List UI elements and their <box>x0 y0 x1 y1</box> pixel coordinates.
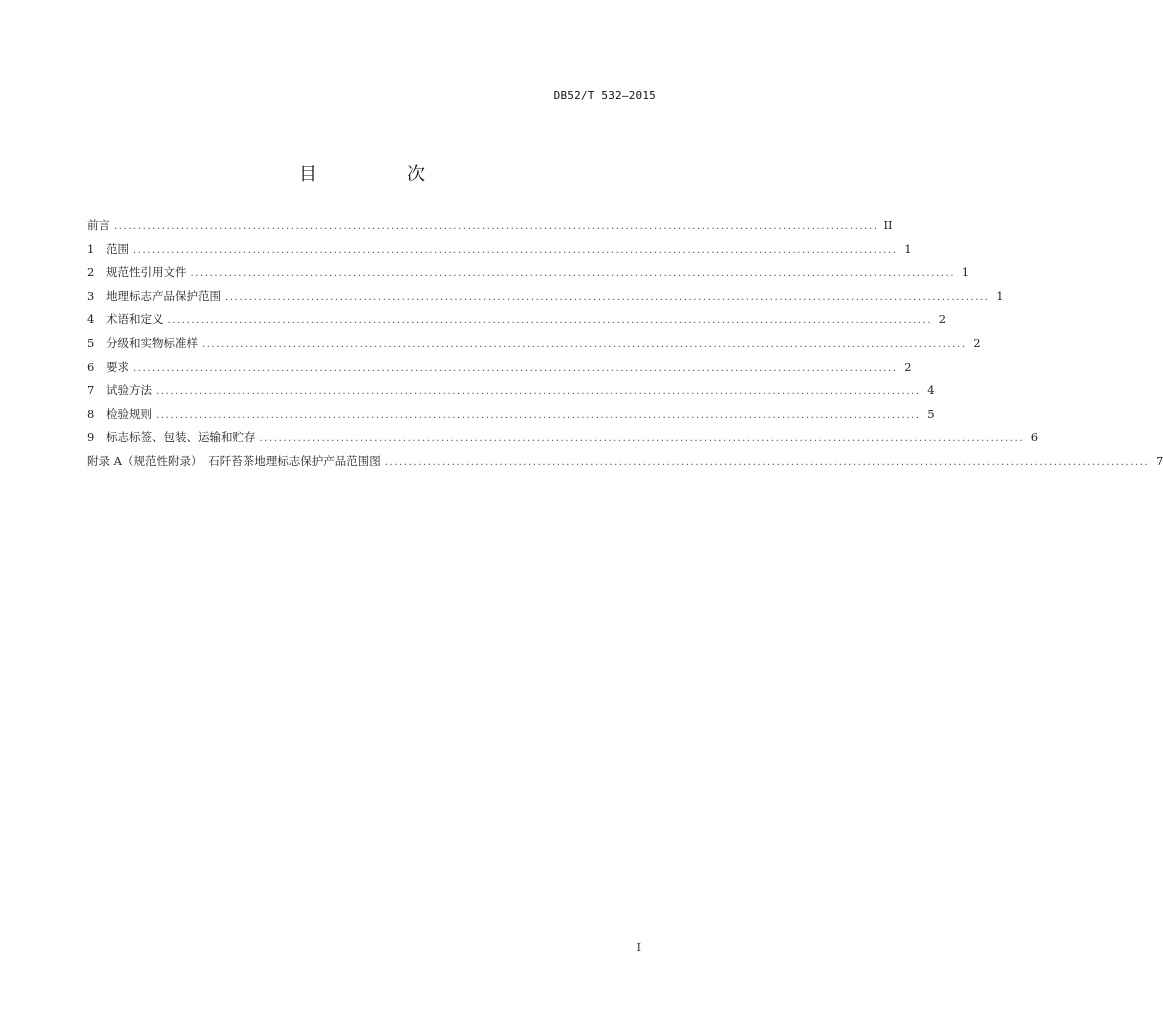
toc-entry-page: 6 <box>1030 430 1039 445</box>
toc-dot-leader: ................................................................................................................................................................ <box>384 456 1150 468</box>
toc-dot-leader: ................................................................................................................................................................ <box>156 409 921 421</box>
toc-entry-number: 4 <box>87 312 95 327</box>
toc-dot-leader: ................................................................................................................................................................ <box>202 338 967 350</box>
toc-dot-leader: ................................................................................................................................................................ <box>156 386 921 398</box>
toc-entry-number: 6 <box>87 359 95 374</box>
toc-entry[interactable] <box>87 429 1039 453</box>
page-number: I <box>636 941 641 954</box>
toc-entry-page: 4 <box>927 383 935 398</box>
page-title: 目 次 <box>299 164 461 185</box>
table-of-contents <box>87 217 1163 477</box>
toc-entry[interactable] <box>87 453 1163 477</box>
toc-entry-label: 标志标签、包装、运输和贮存 <box>106 430 256 445</box>
toc-entry[interactable] <box>87 241 912 265</box>
toc-entry-number: 8 <box>87 406 95 421</box>
toc-entry-page: 1 <box>996 288 1004 303</box>
toc-dot-leader: ................................................................................................................................................................ <box>259 433 1025 445</box>
toc-entry[interactable] <box>87 359 912 383</box>
standard-code: DB52/T 532—2015 <box>553 89 656 102</box>
toc-entry-page: 1 <box>961 265 970 280</box>
toc-entry-label: 术语和定义 <box>106 312 164 327</box>
toc-entry-page: 7 <box>1155 453 1163 468</box>
toc-dot-leader: ................................................................................................................................................................ <box>133 244 898 256</box>
toc-dot-leader: ................................................................................................................................................................ <box>133 362 898 374</box>
toc-dot-leader: ................................................................................................................................................................ <box>190 268 956 280</box>
toc-entry-number: 2 <box>87 265 95 280</box>
toc-entry-label: 前言 <box>87 218 110 232</box>
toc-entry-page: 5 <box>927 406 935 421</box>
toc-entry-number: 5 <box>87 335 95 350</box>
toc-entry[interactable] <box>87 264 970 288</box>
toc-entry-label: 附录 A（规范性附录） 石阡苔茶地理标志保护产品范围图 <box>87 453 381 468</box>
toc-entry[interactable] <box>87 217 893 241</box>
toc-entry-label: 范围 <box>106 241 129 256</box>
toc-entry-page: 2 <box>973 335 981 350</box>
toc-dot-leader: ................................................................................................................................................................ <box>225 291 990 303</box>
toc-entry-label: 地理标志产品保护范围 <box>106 288 221 303</box>
toc-entry-number: 9 <box>87 430 95 445</box>
toc-entry-number: 7 <box>87 383 95 398</box>
toc-entry-number: 1 <box>87 241 95 256</box>
toc-entry-label: 规范性引用文件 <box>106 265 187 280</box>
toc-entry-label: 分级和实物标准样 <box>106 335 198 350</box>
toc-entry-page: 1 <box>904 241 912 256</box>
toc-entry-label: 检验规则 <box>106 406 152 421</box>
toc-entry-label: 试验方法 <box>106 383 152 398</box>
toc-dot-leader: ................................................................................................................................................................ <box>167 315 933 327</box>
toc-entry[interactable] <box>87 406 935 430</box>
toc-entry-label: 要求 <box>106 359 129 374</box>
toc-entry-page: 2 <box>938 312 947 327</box>
toc-entry-number: 3 <box>87 288 95 303</box>
toc-entry-page: 2 <box>904 359 912 374</box>
toc-dot-leader: ................................................................................................................................................................ <box>114 221 879 232</box>
toc-entry-page: II <box>883 218 893 232</box>
toc-entry[interactable] <box>87 335 981 359</box>
toc-entry[interactable] <box>87 288 1004 312</box>
toc-entry[interactable] <box>87 382 935 406</box>
toc-entry[interactable] <box>87 311 947 335</box>
